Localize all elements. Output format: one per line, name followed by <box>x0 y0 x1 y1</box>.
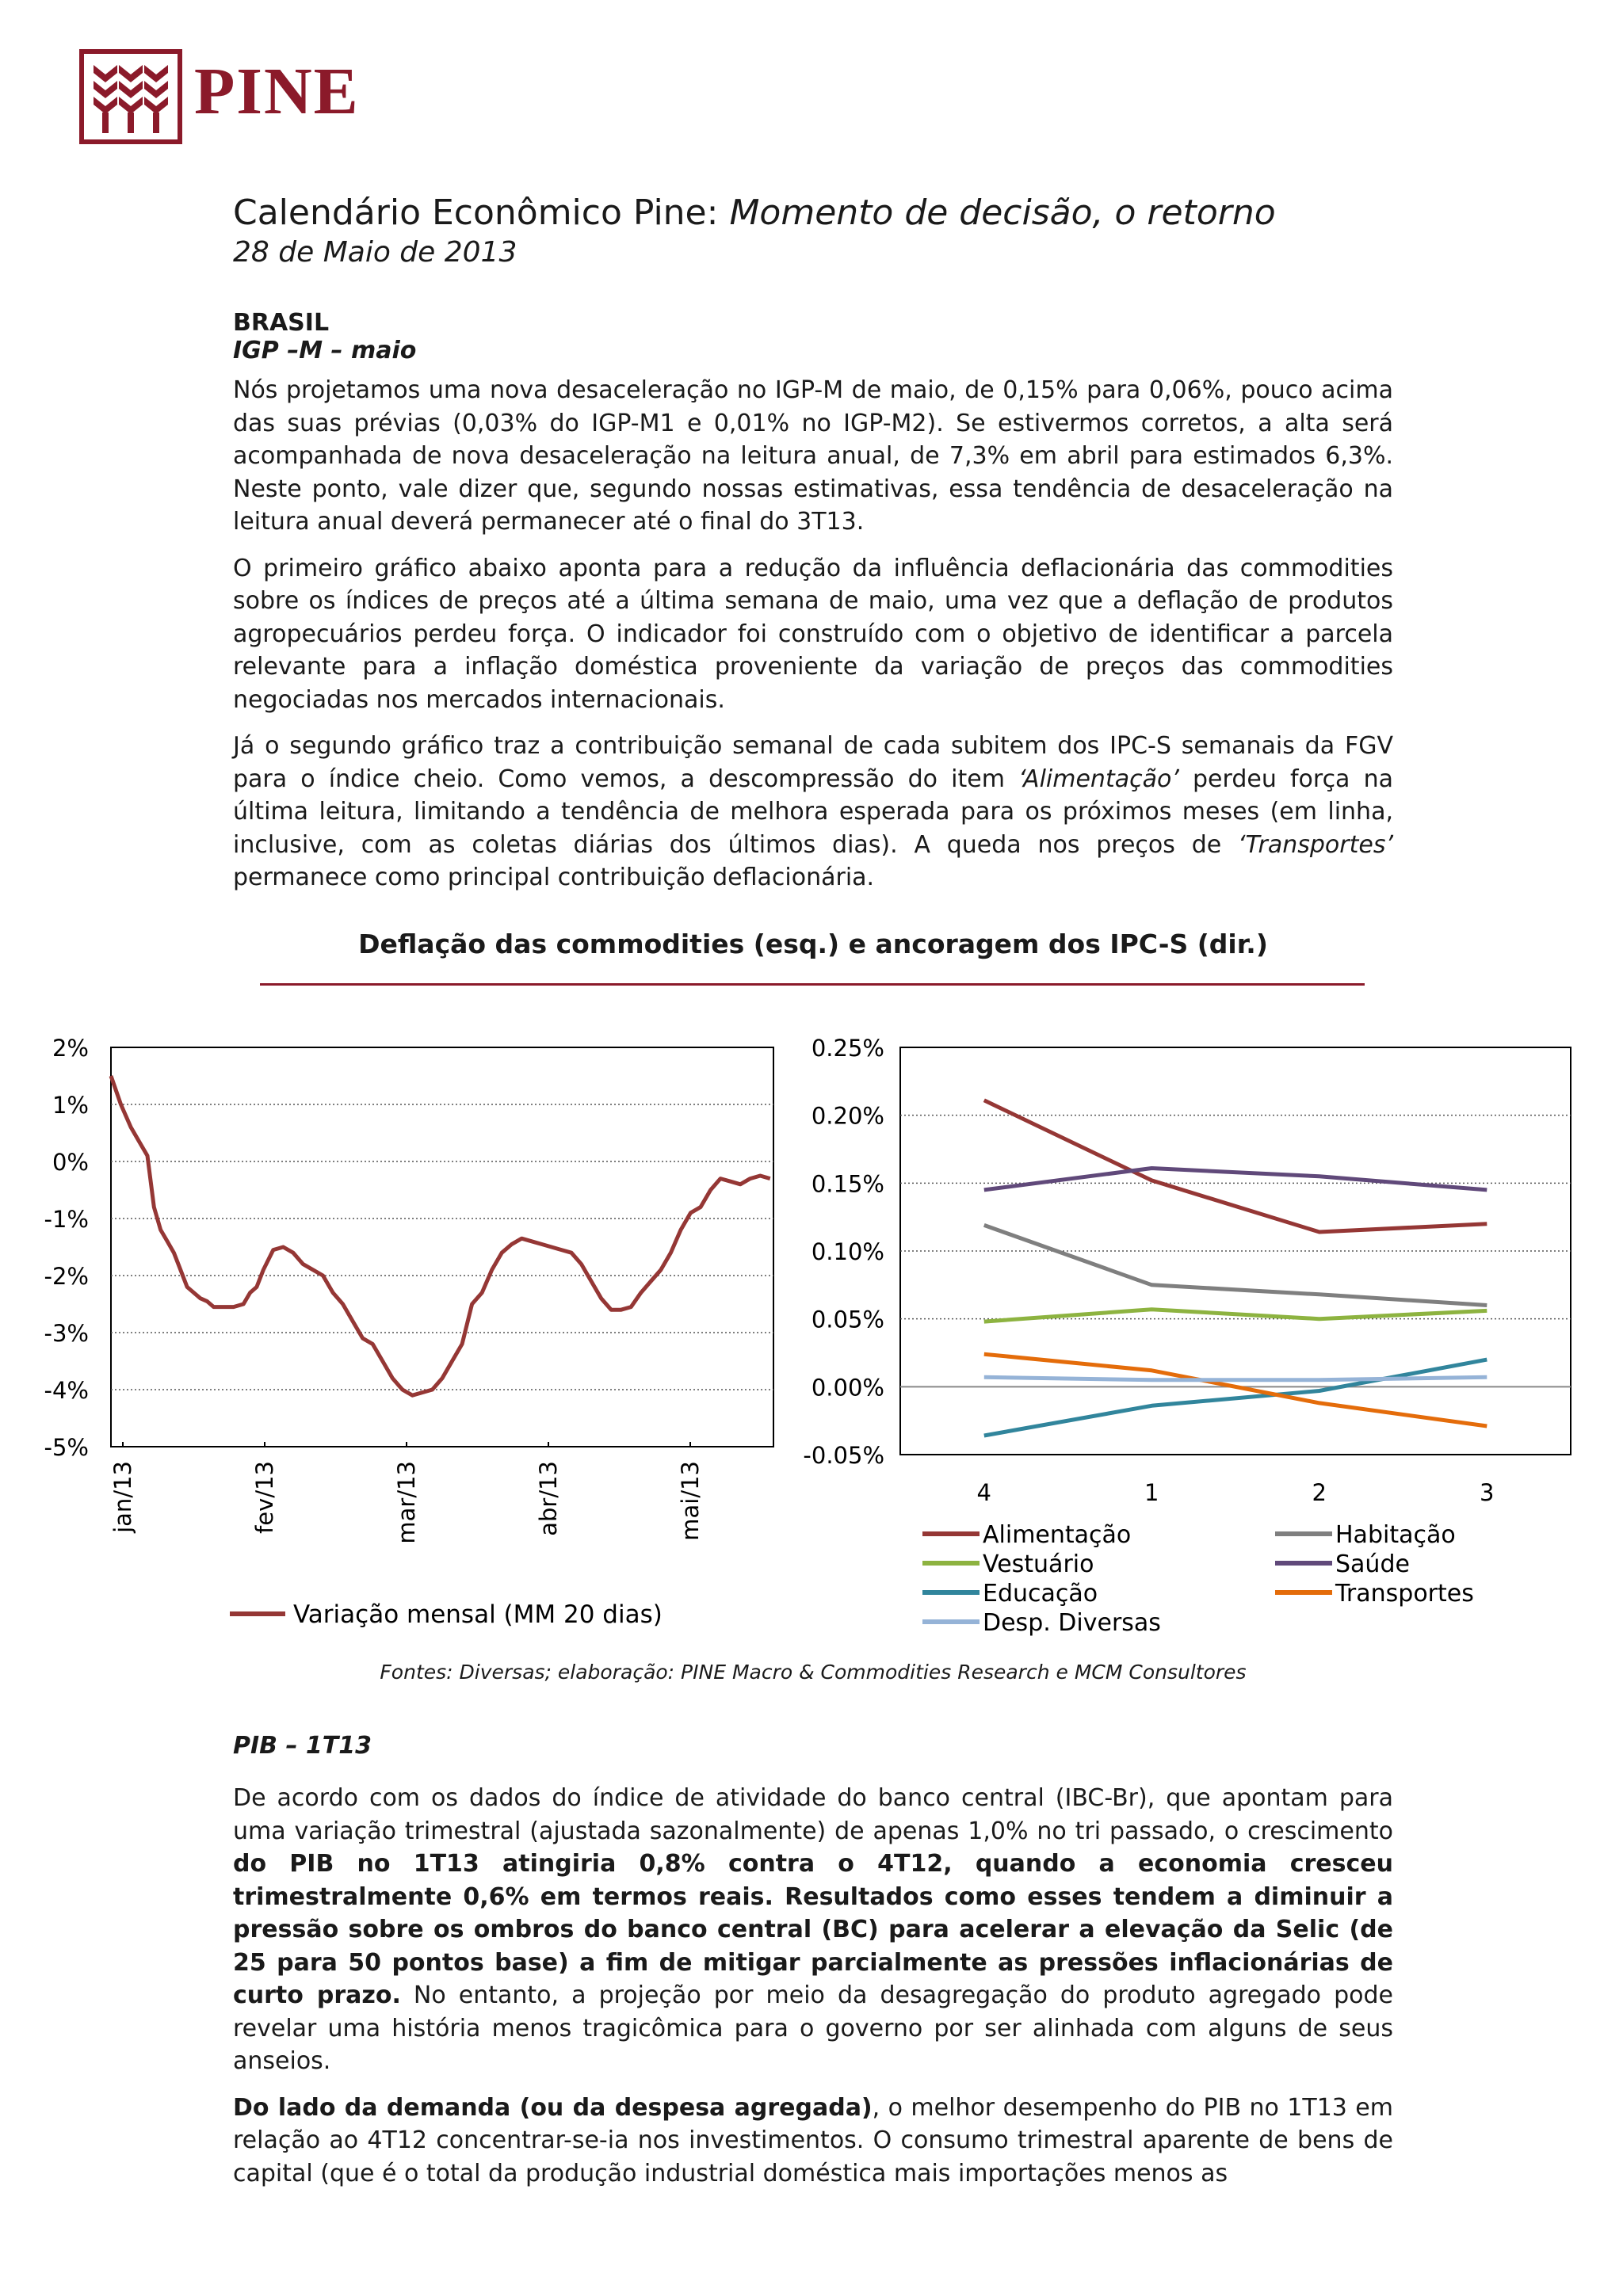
y-tick-label: 0.25% <box>811 1035 884 1062</box>
x-tick-label: mai/13 <box>677 1461 704 1541</box>
x-tick-label: fev/13 <box>251 1461 278 1534</box>
x-tick-label: abr/13 <box>535 1461 562 1536</box>
document-date: 28 de Maio de 2013 <box>233 235 517 269</box>
paragraph: O primeiro gráfico abaixo aponta para a redução da influência deflacionária das commodities sobre os índices de preços até a última semana de maio, uma vez que a deflação de produtos agropecuários perdeu força. O indicador foi construído com o objetivo de identificar a parcela relevante para a inflação doméstica proveniente da variação de preços das commodities negociadas nos mercados internacionais. <box>233 554 1393 714</box>
y-tick-label: 2% <box>52 1035 89 1062</box>
legend-label-saude: Saúde <box>1335 1550 1410 1578</box>
figure-title-rule <box>260 983 1365 986</box>
y-tick-label: 0.10% <box>811 1238 884 1265</box>
section-pib <box>233 1732 1393 2190</box>
legend-label-vestuario: Vestuário <box>983 1550 1094 1578</box>
x-tick-label: 4 <box>976 1479 991 1506</box>
x-tick-label: 1 <box>1144 1479 1159 1506</box>
document-title: Calendário Econômico Pine: Momento de decisão, o retorno <box>233 193 1276 233</box>
pine-logo-emblem <box>79 49 182 144</box>
y-tick-label: 0.00% <box>811 1374 884 1402</box>
y-tick-label: 0% <box>52 1149 89 1176</box>
x-tick-label: mar/13 <box>393 1461 420 1544</box>
y-tick-label: 0.05% <box>811 1306 884 1333</box>
y-tick-label: -1% <box>44 1206 89 1233</box>
y-tick-label: -2% <box>44 1263 89 1290</box>
brand-name: PINE <box>194 55 360 128</box>
document-header <box>233 193 1393 269</box>
subsection-heading: PIB – 1T13 <box>233 1732 372 1760</box>
y-tick-label: 0.15% <box>811 1170 884 1198</box>
subsection-heading: IGP –M – maio <box>233 337 417 364</box>
y-tick-label: -0.05% <box>803 1442 884 1469</box>
section-brasil <box>233 309 1393 894</box>
y-tick-label: -5% <box>44 1434 89 1461</box>
paragraph: Do lado da demanda (ou da despesa agregada), o melhor desempenho do PIB no 1T13 em relação ao 4T12 concentrar-se-ia nos investimentos. O consumo trimestral aparente de bens de capital (que é o total da produção industrial doméstica mais importações menos as <box>233 2093 1393 2187</box>
section-heading: BRASIL <box>233 309 330 337</box>
legend-label-educacao: Educação <box>983 1580 1098 1608</box>
legend-label-alimentacao: Alimentação <box>983 1521 1132 1549</box>
ipcs-contribution-chart <box>803 1014 1623 1648</box>
figure-source: Fontes: Diversas; elaboração: PINE Macro & Commodities Research e MCM Consultores <box>380 1661 1247 1684</box>
legend-label-habitacao: Habitação <box>1335 1521 1456 1549</box>
y-tick-label: 0.20% <box>811 1102 884 1130</box>
paragraph: Já o segundo gráfico traz a contribuição semanal de cada subitem dos IPC-S semanais da FGV para o índice cheio. Como vemos, a descompressão do item ‘Alimentação’ perdeu força na última leitura, limitando a tendência de melhora esperada para os próximos meses (em linha, inclusive, com as coletas diárias dos últimos dias). A queda nos preços de ‘Transportes’ permanece como principal contribuição deflacionária. <box>233 732 1393 891</box>
x-tick-label: 3 <box>1480 1479 1495 1506</box>
paragraph: De acordo com os dados do índice de atividade do banco central (IBC-Br), que apontam para uma variação trimestral (ajustada sazonalmente) de apenas 1,0% no tri passado, o crescimento do PIB no 1T13 atingiria 0,8% contra o 4T12, quando a economia cresceu trimestralmente 0,6% em termos reais. Resultados como esses tendem a diminuir a pressão sobre os ombros do banco central (BC) para acelerar a elevação da Selic (de 25 para 50 pontos base) a fim de mitigar parcialmente as pressões inflacionárias de curto prazo. No entanto, a projeção por meio da desagregação do produto agregado pode revelar uma história menos tragicômica para o governo por ser alinhada com alguns de seus anseios. <box>233 1784 1393 2075</box>
y-tick-label: -3% <box>44 1320 89 1347</box>
figure-title: Deflação das commodities (esq.) e ancoragem dos IPC-S (dir.) <box>358 929 1268 959</box>
x-tick-label: 2 <box>1312 1479 1327 1506</box>
legend-label-transportes: Transportes <box>1335 1580 1474 1608</box>
x-tick-label: jan/13 <box>109 1461 136 1533</box>
y-tick-label: 1% <box>52 1092 89 1119</box>
legend-label-desp-diversas: Desp. Diversas <box>983 1609 1161 1637</box>
paragraph: Nós projetamos uma nova desaceleração no IGP-M de maio, de 0,15% para 0,06%, pouco acima das suas prévias (0,03% do IGP-M1 e 0,01% no IGP-M2). Se estivermos corretos, a alta será acompanhada de nova desaceleração na leitura anual, de 7,3% em abril para estimados 6,3%. Neste ponto, vale dizer que, segundo nossas estimativas, essa tendência de desaceleração na leitura anual deverá permanecer até o final do 3T13. <box>233 376 1393 536</box>
legend-label-variacao-mensal: Variação mensal (MM 20 dias) <box>293 1600 663 1629</box>
commodities-deflation-chart <box>0 1014 812 1648</box>
y-tick-label: -4% <box>44 1377 89 1404</box>
